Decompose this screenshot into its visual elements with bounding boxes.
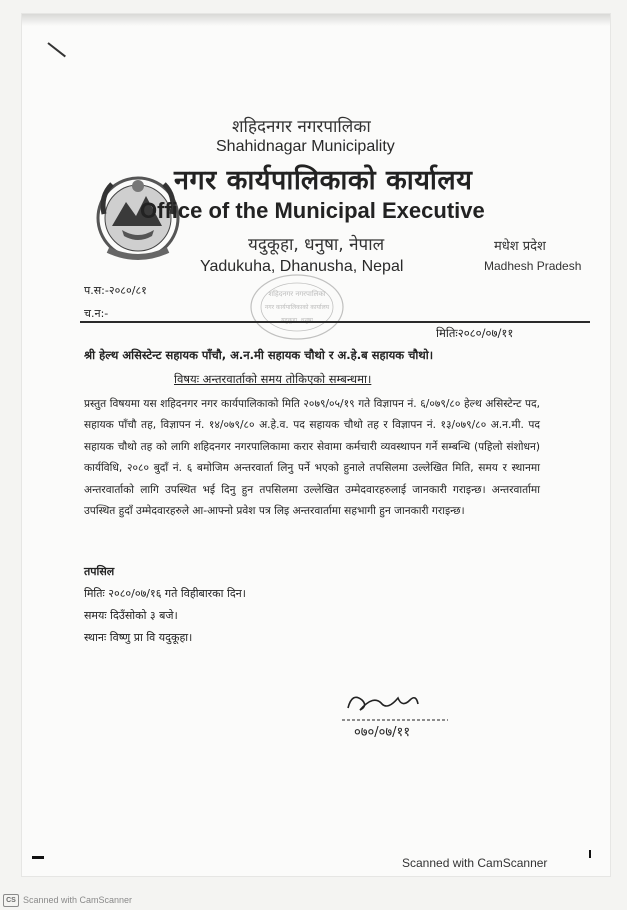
municipality-name-en: Shahidnagar Municipality [216, 138, 395, 155]
schedule-heading: तपसिल [84, 565, 115, 578]
province-np: मधेश प्रदेश [494, 239, 546, 254]
scan-edge-mark [32, 856, 44, 859]
signature-date: ०७०/०७/११ [354, 725, 411, 740]
schedule-time: समयः दिउँसोको ३ बजे। [84, 609, 178, 622]
province-en: Madhesh Pradesh [484, 259, 582, 273]
letter-date: मितिः२०८०/०७/११ [436, 326, 514, 340]
scan-edge-mark [589, 850, 591, 858]
camscanner-icon: CS [3, 894, 19, 907]
letter-body: प्रस्तुत विषयमा यस शहिदनगर नगर कार्यपालिकाको मिति २०७९/०५/१९ गते विज्ञापन नं. ६/०७९/८० हेल्थ असिस्टेन्ट पद, सहायक पाँचौ तह, विज्ञापन नं. १४/०७९/८० अ.हे.व. पद सहायक चौथो तह र विज्ञापन नं. १३/०७९/८० अ.न.मी. पद सहायक चौथो तह को लागि शहिदनगर नगरपालिकामा करार सेवामा कर्मचारी व्यवस्थापन गर्ने सम्बन्धि (पहिलो संशोधन) कार्यविधि, २०८० बुदाँ नं. ६ बमोजिम अन्तरवार्ता लिनु पर्ने भएको हुनाले तपसिलमा उल्लेखित मिति, समय र स्थानमा अन्तरवार्ताको लागि उपस्थित भई दिनु हुन तपसिलमा उल्लेखित उम्मेदवारहरुलाई जानकारी गराइन्छ। अन्तरवार्तामा उपस्थित हुदाँ उम्मेदवारहरुले आ-आफ्नो प्रवेश पत्र लिइ अन्तरवार्तामा सहभागी हुन जानकारी गराइन्छ। [84, 398, 540, 518]
municipality-name-np: शहिदनगर नगरपालिका [232, 117, 371, 137]
scan-shadow [22, 14, 610, 26]
dispatch-number: च.न:- [84, 307, 109, 320]
address-en: Yadukuha, Dhanusha, Nepal [200, 258, 404, 275]
header-divider [80, 321, 590, 323]
subject-line: विषयः अन्तरवार्ताको समय तोकिएको सम्बन्धमा। [174, 372, 372, 386]
camscanner-watermark: Scanned with CamScanner [402, 856, 548, 870]
camscanner-footer-text: Scanned with CamScanner [23, 895, 133, 905]
schedule-date: मितिः २०८०/०७/१६ गते विहीबारका दिन। [84, 587, 246, 600]
office-name-np: नगर कार्यपालिकाको कार्यालय [174, 165, 473, 196]
camscanner-footer [3, 893, 132, 907]
recipient-line: श्री हेल्थ असिस्टेन्ट सहायक पाँचौ, अ.न.मी सहायक चौथो र अ.हे.ब सहायक चौथो। [84, 348, 434, 362]
address-np: यदुकूहा, धनुषा, नेपाल [248, 235, 385, 255]
stamp-line-2: नगर कार्यपालिकाको कार्यालय [264, 304, 330, 311]
signature [338, 680, 458, 742]
stamp-line-1: शहिदनगर नगरपालिका [268, 290, 326, 298]
office-stamp [248, 272, 346, 342]
schedule-place: स्थानः विष्णु प्रा वि यदुकूहा। [84, 631, 193, 644]
office-name-en: Office of the Municipal Executive [140, 198, 485, 223]
letter-number: प.स:-२०८०/८१ [84, 284, 147, 297]
